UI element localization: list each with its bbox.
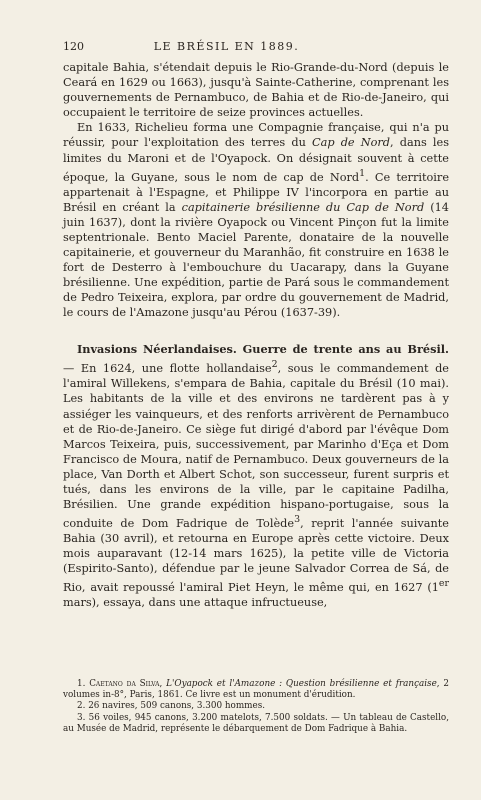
footnote-2: 2. 26 navires, 509 canons, 3.300 hommes.	[77, 701, 266, 712]
paragraph-1: capitale Bahia, s'étendait depuis le Rio-Grande-du-Nord (depuis le Ceará en 1629 ou 1663), jusqu'à Sainte-Catherine, comprenant les gouvernements de Pernambuco, de Bahia et de Rio-de-Janeiro, qui occupaient le territoire de seize provinces actuelles.	[63, 61, 449, 120]
emphasis-cap-de-nord: Cap de Nord	[311, 136, 391, 150]
body-text	[63, 60, 449, 610]
section-heading: Invasions Néerlandaises. Guerre de trente ans au Brésil.	[77, 342, 449, 357]
footnote-book-title: L'Oyapock et l'Amazone : Question brésilienne et française	[166, 679, 437, 689]
page-number: 120	[63, 40, 84, 53]
footnote-ref-1: 1	[359, 167, 366, 179]
footnotes	[63, 679, 449, 735]
superscript-er: er	[438, 578, 449, 590]
footnote-ref-3: 3	[294, 514, 301, 526]
footnote-author: Caetano da Silva	[89, 679, 160, 689]
paragraph-3: Invasions Néerlandaises. Guerre de trente ans au Brésil. — En 1624, une flotte hollandaise$^2$, sous le commandement de l'amiral Willekens, s'empara de Bahia, capitale du Brésil (10 mai). Les habitants de la ville et des environs ne tardèrent pas à y assiéger les vainqueurs, et des renforts arrivèrent de Pernambuco et de Rio-de-Janeiro. Ce siège fut dirigé d'abord par l'évêque Dom Marcos Teixeira, puis, successivement, par Marinho d'Eça et Dom Francisco de Moura, natif de Pernambuco. Deux gouverneurs de la place, Van Dorth et Albert Schot, son successeur, furent surpris et tués, dans les environs de la ville, par le capitaine Padilha, Brésilien. Une grande expédition hispano-portugaise, sous la conduite de Dom Fadrique de Tolède$^3$, reprit l'année suivante Bahia (30 avril), et retourna en Europe après cette victoire. Deux mois auparavant (12-14 mars 1625), la petite ville de Victoria (Espirito-Santo), défendue par le jeune Salvador Correa de Sá, de Rio, avait repoussé l'amiral Piet Heyn, le même qui, en 1627 (1er mars), essaya, dans une attaque infructueuse,	[63, 342, 449, 610]
footnote-1: 1. Caetano da Silva, L'Oyapock et l'Amazone : Question brésilienne et française, 2 volumes in-8°, Paris, 1861. Ce livre est un monument d'érudition.	[63, 679, 449, 701]
footnote-ref-2: 2	[271, 359, 278, 371]
footnote-3: 3. 56 voiles, 945 canons, 3.200 matelots, 7.500 soldats. — Un tableau de Castello, au Musée de Madrid, représente le débarquement de Dom Fadrique à Bahia.	[63, 712, 449, 734]
paragraph-2: En 1633, Richelieu forma une Compagnie française, qui n'a pu réussir, pour l'exploitation des terres du Cap de Nord, dans les limites du Maroni et de l'Oyapock. On désignait souvent à cette époque, la Guyane, sous le nom de cap de Nord$^1$. Ce territoire appartenait à l'Espagne, et Philippe IV l'incorpora en partie au Brésil en créant la capitainerie brésilienne du Cap de Nord (14 juin 1637), dont la rivière Oyapock ou Vincent Pinçon fut la limite septentrionale. Bento Maciel Parente, donataire de la nouvelle capitainerie, et gouverneur du Maranhão, fit construire en 1638 le fort de Desterro à l'embouchure du Uacarapy, dans la Guyane brésilienne. Une expédition, partie de Pará sous le commandement de Pedro Teixeira, explora, par ordre du gouvernement de Madrid, le cours de l'Amazone jusqu'au Pérou (1637-39).	[63, 121, 450, 320]
emphasis-capitainerie: capitainerie brésilienne du Cap de Nord	[181, 200, 425, 214]
running-title: LE BRÉSIL EN 1889.	[153, 40, 300, 53]
running-head	[63, 40, 449, 54]
